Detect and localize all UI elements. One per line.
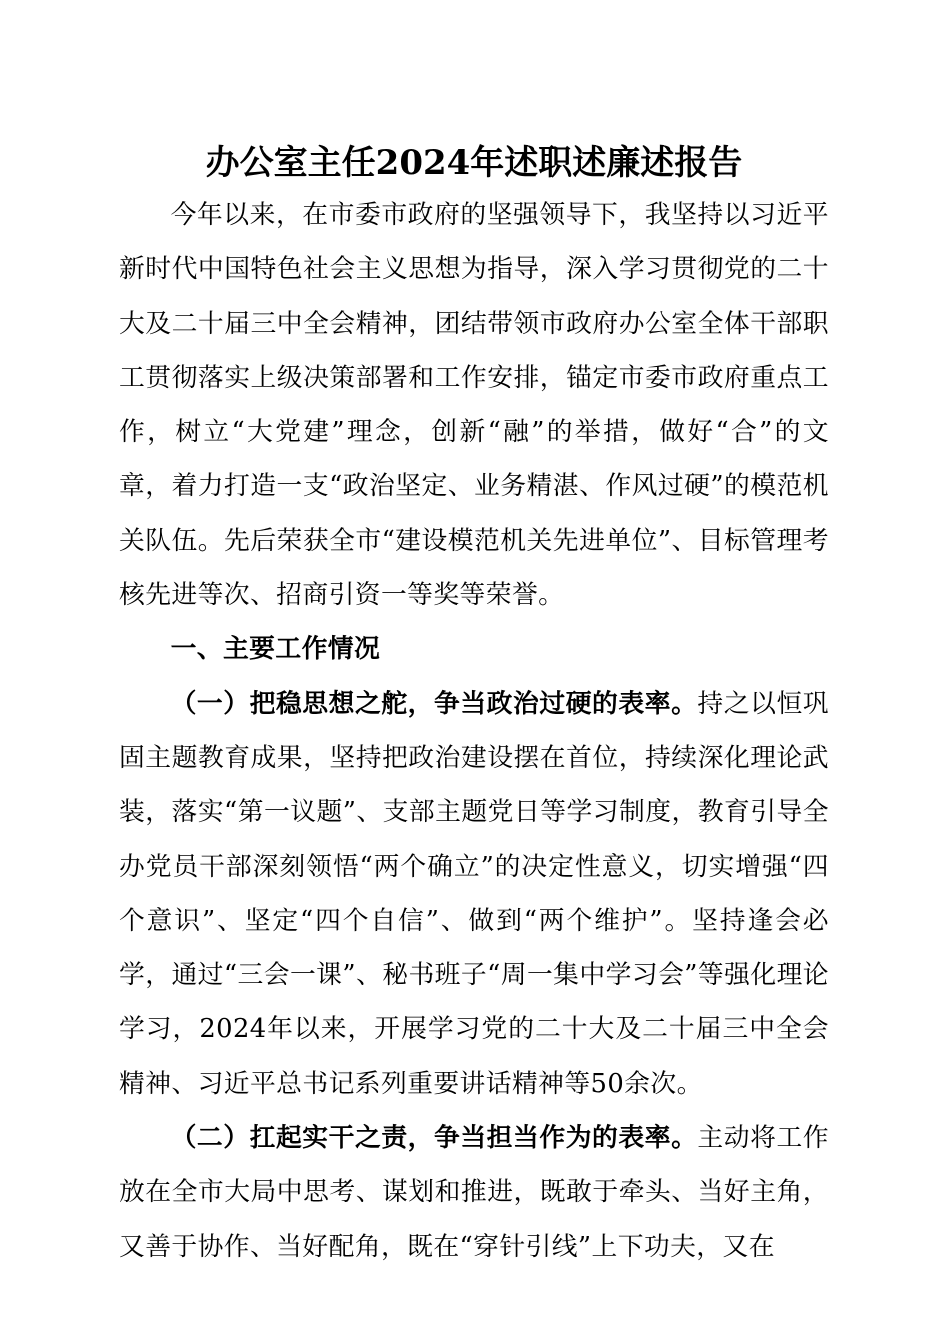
section-item-2-lead: （二）扛起实干之责，争当担当作为的表率。: [170, 1123, 698, 1154]
section-item-1-body: 持之以恒巩固主题教育成果，坚持把政治建设摆在首位，持续深化理论武装，落实“第一议题”、支部主题党日等学习制度，教育引导全办党员干部深刻领悟“两个确立”的决定性意义，切实增强“四个意识”、坚定“四个自信”、做到“两个维护”。坚持逢会必学，通过“三会一课”、秘书班子“周一集中学习会”等强化理论学习，2024年以来，开展学习党的二十大及二十届三中全会精神、习近平总书记系列重要讲话精神等50余次。: [119, 688, 829, 1099]
section-item-2-body: 主动将工作放在全市大局中思考、谋划和推进，既敢于牵头、当好主角，又善于协作、当好配角，既在“穿针引线”上下功夫，又在: [119, 1123, 829, 1262]
section-heading: 一、主要工作情况: [170, 634, 381, 665]
section-item-1: [119, 677, 829, 1111]
document-body: [119, 138, 829, 1274]
section-item-1-lead: （一）把稳思想之舵，争当政治过硬的表率。: [170, 688, 698, 719]
intro-paragraph: 今年以来，在市委市政府的坚强领导下，我坚持以习近平新时代中国特色社会主义思想为指导，深入学习贯彻党的二十大及二十届三中全会精神，团结带领市政府办公室全体干部职工贯彻落实上级决策部署和工作安排，锚定市委市政府重点工作，树立“大党建”理念，创新“融”的举措，做好“合”的文章，着力打造一支“政治坚定、业务精湛、作风过硬”的模范机关队伍。先后荣获全市“建设模范机关先进单位”、目标管理考核先进等次、招商引资一等奖等荣誉。: [119, 200, 829, 611]
section-item-2: [119, 1111, 829, 1274]
document-title: 办公室主任2024年述职述廉述报告: [205, 143, 743, 183]
